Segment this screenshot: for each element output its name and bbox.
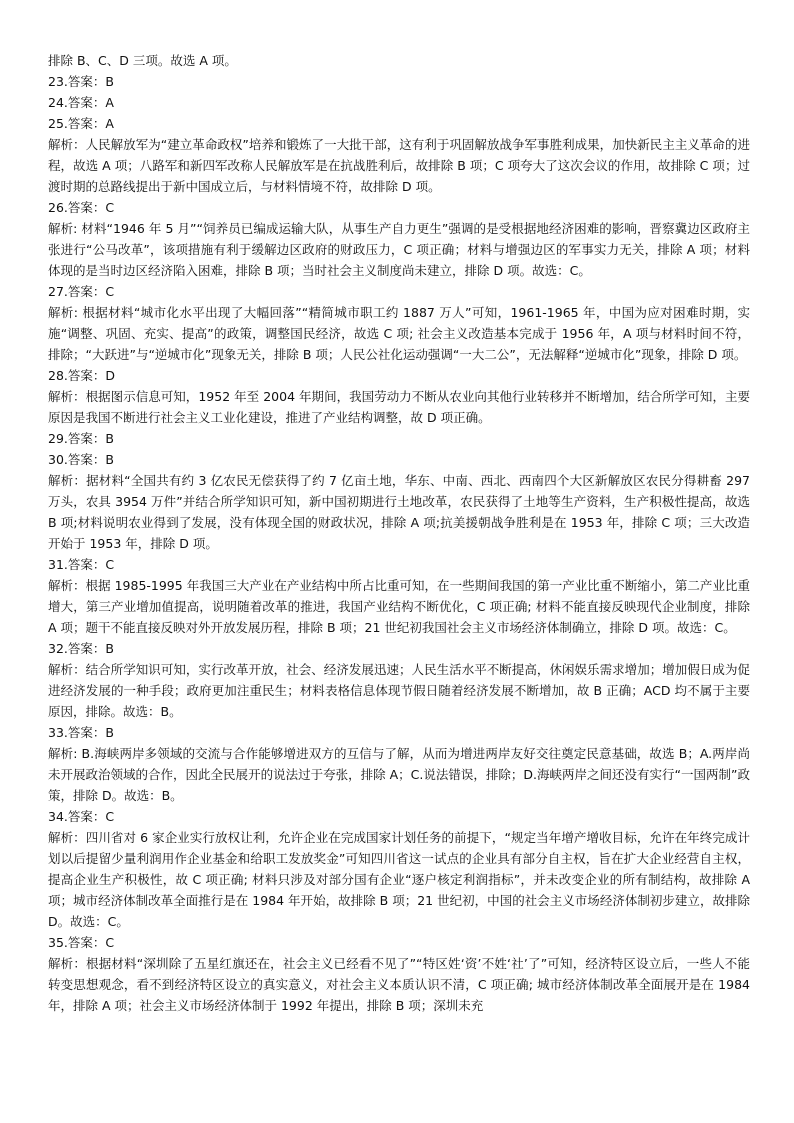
answer-line: 30.答案：B: [48, 452, 114, 467]
answer-line: 34.答案：C: [48, 809, 115, 824]
explanation-paragraph: 解析：人民解放军为“建立革命政权”培养和锻炼了一大批干部，这有利于巩固解放战争军事胜利成果，加快新民主主义革命的进程，故选 A 项；八路军和新四军改称人民解放军是在抗战胜利后，故排除 B 项；C 项夸大了这次会议的作用，故排除 C 项；过渡时期的总路线提出于新中国成立后，与材料情境不符，故排除 D 项。: [48, 137, 750, 194]
document-page: [48, 50, 750, 1016]
explanation-paragraph: 解析：四川省对 6 家企业实行放权让利，允许企业在完成国家计划任务的前提下，“规定当年增产增收目标，允许在年终完成计划以后提留少量利润用作企业基金和给职工发放奖金”可知四川省这一试点的企业具有部分自主权，旨在扩大企业经营自主权，提高企业生产积极性，故 C 项正确; 材料只涉及对部分国有企业“逐户核定利润指标”，并未改变企业的所有制结构，故排除 A 项；城市经济体制改革全面推行是在 1984 年开始，故排除 B 项；21 世纪初，中国的社会主义市场经济体制初步建立，故排除 D。故选：C。: [48, 830, 750, 929]
answer-line: 32.答案：B: [48, 641, 114, 656]
answer-line: 27.答案：C: [48, 284, 115, 299]
answer-line: 29.答案：B: [48, 431, 114, 446]
explanation-paragraph: 解析：结合所学知识可知，实行改革开放，社会、经济发展迅速；人民生活水平不断提高，休闲娱乐需求增加；增加假日成为促进经济发展的一种手段；政府更加注重民生；材料表格信息体现节假日随着经济发展不断增加，故 B 正确；ACD 均不属于主要原因，排除。故选：B。: [48, 662, 750, 719]
answer-line: 23.答案：B: [48, 74, 114, 89]
explanation-paragraph: 解析: 材料“1946 年 5 月”“饲养员已编成运输大队，从事生产自力更生”强调的是受根据地经济困难的影响，晋察冀边区政府主张进行“公马改革”，该项措施有利于缓解边区政府的财政压力，C 项正确；材料与增强边区的军事实力无关，排除 A 项；材料体现的是当时边区经济陷入困难，排除 B 项；当时社会主义制度尚未建立，排除 D 项。故选：C。: [48, 221, 750, 278]
explanation-paragraph: 解析: 根据材料“城市化水平出现了大幅回落”“精简城市职工约 1887 万人”可知，1961-1965 年，中国为应对困难时期，实施“调整、巩固、充实、提高”的政策，调整国民经济，故选 C 项; 社会主义改造基本完成于 1956 年，A 项与材料时间不符，排除；“大跃进”与“逆城市化”现象无关，排除 B 项；人民公社化运动强调“一大二公”，无法解释“逆城市化”现象，排除 D 项。: [48, 305, 750, 362]
text-line: 排除 B、C、D 三项。故选 A 项。: [48, 53, 237, 68]
answer-line: 24.答案：A: [48, 95, 114, 110]
explanation-paragraph: 解析：根据材料“深圳除了五星红旗还在，社会主义已经看不见了”“特区姓‘资’不姓‘社’了”可知，经济特区设立后，一些人不能转变思想观念，看不到经济特区设立的真实意义，对社会主义本质认识不清，C 项正确; 城市经济体制改革全面展开是在 1984 年，排除 A 项；社会主义市场经济体制于 1992 年提出，排除 B 项；深圳未充: [48, 956, 750, 1013]
answer-line: 28.答案：D: [48, 368, 116, 383]
answer-line: 25.答案：A: [48, 116, 114, 131]
explanation-paragraph: 解析：据材料“全国共有约 3 亿农民无偿获得了约 7 亿亩土地，华东、中南、西北、西南四个大区新解放区农民分得耕畜 297 万头，农具 3954 万件”并结合所学知识可知，新中国初期进行土地改革，农民获得了土地等生产资料，生产积极性提高，故选 B 项;材料说明农业得到了发展，没有体现全国的财政状况，排除 A 项;抗美援朝战争胜利是在 1953 年，排除 C 项；三大改造开始于 1953 年，排除 D 项。: [48, 473, 750, 551]
answer-line: 31.答案：C: [48, 557, 115, 572]
answer-line: 35.答案：C: [48, 935, 115, 950]
answer-line: 26.答案：C: [48, 200, 115, 215]
explanation-paragraph: 解析：根据 1985-1995 年我国三大产业在产业结构中所占比重可知，在一些期间我国的第一产业比重不断缩小，第二产业比重增大，第三产业增加值提高，说明随着改革的推进，我国产业结构不断优化，C 项正确; 材料不能直接反映现代企业制度，排除 A 项；题干不能直接反映对外开放发展历程，排除 B 项；21 世纪初我国社会主义市场经济体制确立，排除 D 项。故选：C。: [48, 578, 750, 635]
answer-line: 33.答案：B: [48, 725, 114, 740]
explanation-paragraph: 解析: B.海峡两岸多领域的交流与合作能够增进双方的互信与了解，从而为增进两岸友好交往奠定民意基础，故选 B；A.两岸尚未开展政治领域的合作，因此全民展开的说法过于夸张，排除 A；C.说法错误，排除；D.海峡两岸之间还没有实行“一国两制”政策，排除 D。故选：B。: [48, 746, 750, 803]
explanation-paragraph: 解析：根据图示信息可知，1952 年至 2004 年期间，我国劳动力不断从农业向其他行业转移并不断增加，结合所学可知，主要原因是我国不断进行社会主义工业化建设，推进了产业结构调整，故 D 项正确。: [48, 389, 750, 425]
